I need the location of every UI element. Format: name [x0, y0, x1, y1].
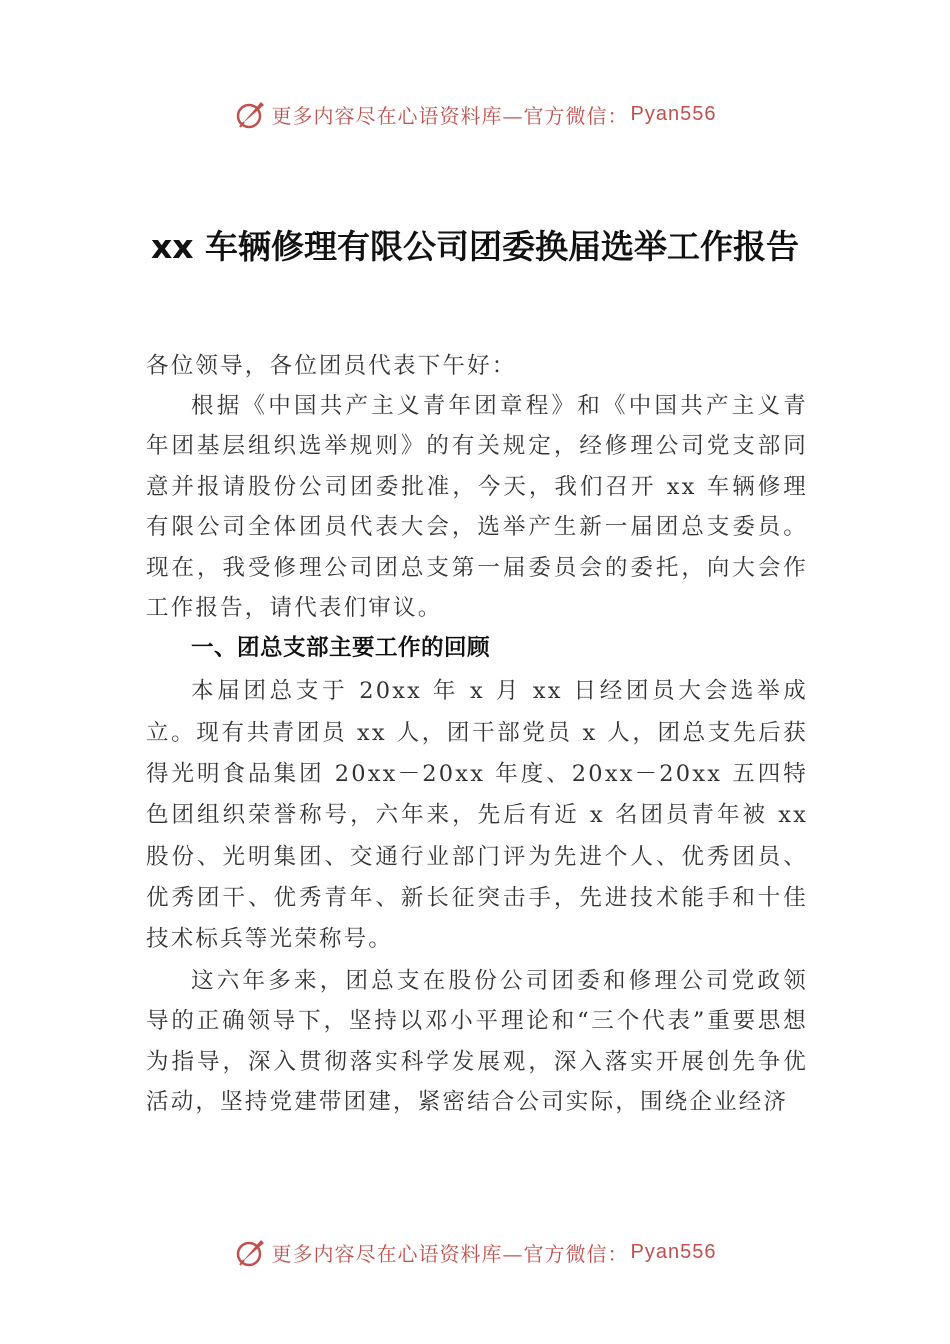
- watermark-text: 更多内容尽在心语资料库—官方微信：: [271, 1241, 629, 1266]
- paragraph-review: 本届团总支于 20xx 年 x 月 xx 日经团员大会选举成立。现有共青团员 xx 人，团干部党员 x 人，团总支先后获得光明食品集团 20xx－20xx 年度、20xx－20xx 五四特色团组织荣誉称号，六年来，先后有近 x 名团员青年被 xx 股份、光明集团、交通行业部门评为先进个人、优秀团员、优秀团干、优秀青年、新长征突击手，先进技术能手和十佳技术标兵等光荣称号。: [146, 678, 808, 953]
- document-body: [146, 346, 808, 1123]
- paragraph-achievements: 这六年多来，团总支在股份公司团委和修理公司党政领导的正确领导下，坚持以邓小平理论和“三个代表”重要思想为指导，深入贯彻落实科学发展观，深入落实开展创先争优活动，坚持党建带团建，紧密结合公司实际，围绕企业经济: [146, 967, 808, 1116]
- quill-logo-icon: [234, 97, 268, 131]
- wechat-id: Pyan556: [630, 102, 717, 125]
- salutation: 各位领导，各位团员代表下午好：: [146, 353, 517, 379]
- paragraph-intro: 根据《中国共产主义青年团章程》和《中国共产主义青年团基层组织选举规则》的有关规定，经修理公司党支部同意并报请股份公司团委批准，今天，我们召开 xx 车辆修理有限公司全体团员代表大会，选举产生新一届团总支委员。现在，我受修理公司团总支第一届委员会的委托，向大会作工作报告，请代表们审议。: [146, 393, 808, 622]
- watermark-text: 更多内容尽在心语资料库—官方微信：: [271, 103, 629, 128]
- watermark-banner-bottom: [0, 1232, 950, 1272]
- wechat-id: Pyan556: [630, 1240, 717, 1263]
- document-title: xx 车辆修理有限公司团委换届选举工作报告: [150, 227, 800, 266]
- quill-logo-icon: [234, 1235, 268, 1269]
- section-heading: 一、团总支部主要工作的回顾: [191, 635, 491, 662]
- watermark-banner-top: [0, 94, 950, 134]
